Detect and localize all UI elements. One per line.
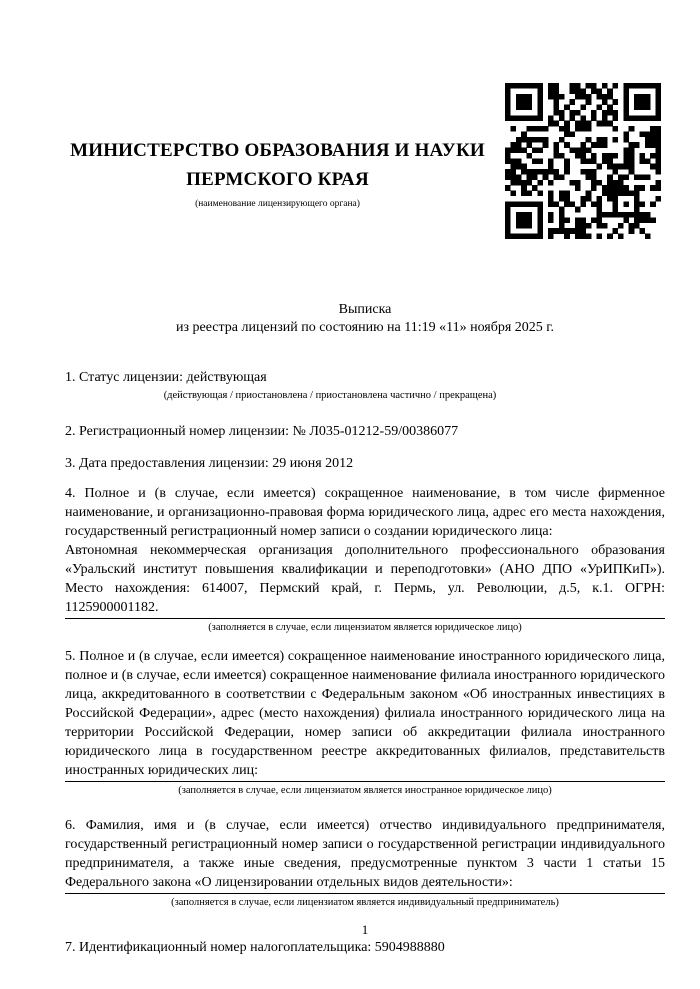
blank-field-rule [65,618,665,619]
licensing-authority-header [65,136,490,209]
status-options-note: (действующая / приостановлена / приостановлена частично / прекращена) [163,390,497,401]
entrepreneur-section [65,816,665,892]
foreign-entity-note: (заполняется в случае, если лицензиатом является иностранное юридическое лицо) [178,785,552,796]
qr-code-icon [505,83,661,239]
license-reg-number-line: 2. Регистрационный номер лицензии: № Л035-01212-59/00386077 [65,424,459,439]
legal-entity-note: (заполняется в случае, если лицензиатом является юридическое лицо) [208,622,522,633]
foreign-entity-section [65,647,665,780]
license-status-line: 1. Статус лицензии: действующая [65,370,267,385]
authority-caption: (наименование лицензирующего органа) [195,199,360,209]
entrepreneur-label: 6. Фамилия, имя и (в случае, если имеется) отчество индивидуального предпринимателя, государственный регистрационный номер записи о государственной регистрации индивидуального предпринимателя, а также иные сведения, предусмотренные пунктом 3 части 1 статьи 15 Федерального закона «О лицензировании отдельных видов деятельности»: [65,818,665,890]
legal-entity-value: Автономная некоммерческая организация дополнительного профессионального образования «Уральский институт повышения квалификации и переподготовки» (АНО ДПО «УрИПКиП»). Место нахождения: 614007, Пермский край, г. Пермь, ул. Революции, д.5, к.1. ОГРН: 1125900001182. [65,543,665,615]
legal-entity-label: 4. Полное и (в случае, если имеется) сокращенное наименование, в том числе фирменное наименование, и организационно-правовая форма юридического лица, адрес его места нахождения, государственный регистрационный номер записи о создании юридического лица: [65,486,665,539]
document-title-line-2: из реестра лицензий по состоянию на 11:19 «11» ноября 2025 г. [176,319,554,335]
blank-field-rule [65,781,665,782]
legal-entity-section [65,484,665,617]
entrepreneur-note: (заполняется в случае, если лицензиатом является индивидуальный предприниматель) [171,897,559,908]
document-title [65,301,665,336]
authority-name-line-2: ПЕРМСКОГО КРАЯ [186,169,369,190]
document-body [0,136,700,957]
page-number: 1 [361,922,369,937]
license-grant-date-line: 3. Дата предоставления лицензии: 29 июня 2012 [65,456,354,471]
foreign-entity-label: 5. Полное и (в случае, если имеется) сокращенное наименование иностранного юридического лица, полное и (в случае, если имеется) сокращенное наименование филиала иностранного юридического лица, аккредитованного в соответствии с Федеральным законом «Об иностранных инвестициях в Российской Федерации», адрес (место нахождения) филиала иностранного юридического лица на территории Российской Федерации, номер записи об аккредитации филиала иностранного юридического лица в государственном реестре аккредитованных филиалов, представительств иностранных юридических лиц: [65,649,665,778]
authority-name-line-1: МИНИСТЕРСТВО ОБРАЗОВАНИЯ И НАУКИ [70,140,485,161]
blank-field-rule [65,893,665,894]
taxpayer-inn-line: 7. Идентификационный номер налогоплательщика: 5904988880 [65,940,445,955]
document-title-line-1: Выписка [338,302,392,317]
